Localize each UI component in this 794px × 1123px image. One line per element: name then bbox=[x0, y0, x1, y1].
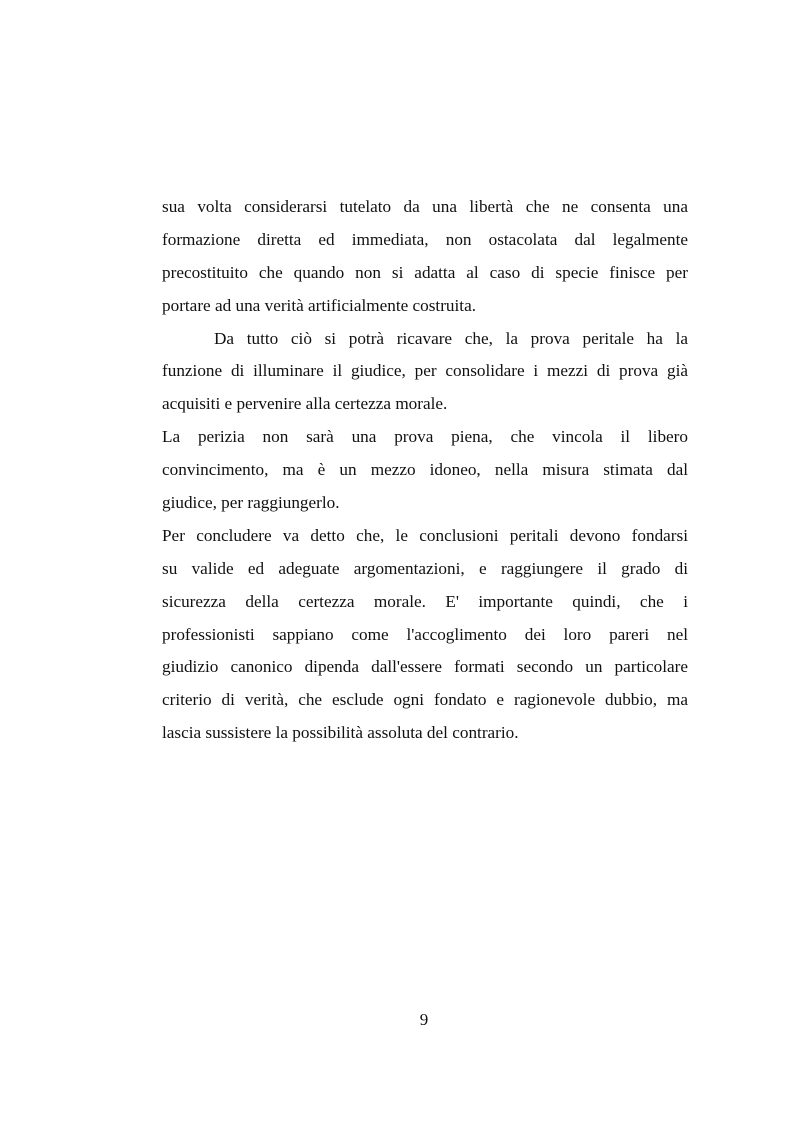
text-line: acquisiti e pervenire alla certezza morale. bbox=[162, 394, 448, 414]
text-line: criterio di verità, che esclude ogni fondato e ragionevole dubbio, ma bbox=[162, 690, 688, 710]
page-number: 9 bbox=[419, 1010, 429, 1029]
text-line: sua volta considerarsi tutelato da una libertà che ne consenta una bbox=[162, 197, 688, 216]
text-line: Per concludere va detto che, le conclusioni peritali devono fondarsi bbox=[162, 525, 688, 545]
paragraph bbox=[162, 323, 688, 422]
text-line: giudizio canonico dipenda dall'essere formati secondo un particolare bbox=[162, 657, 688, 677]
paragraph bbox=[162, 191, 688, 323]
text-line: La perizia non sarà una prova piena, che vincola il libero bbox=[162, 427, 688, 447]
text-line: lascia sussistere la possibilità assoluta del contrario. bbox=[162, 723, 519, 743]
text-line: precostituito che quando non si adatta al caso di specie finisce per bbox=[162, 262, 688, 282]
text-line: giudice, per raggiungerlo. bbox=[162, 493, 340, 513]
text-line: portare ad una verità artificialmente costruita. bbox=[162, 295, 476, 315]
text-line: su valide ed adeguate argomentazioni, e raggiungere il grado di bbox=[162, 558, 688, 578]
text-line: convincimento, ma è un mezzo idoneo, nella misura stimata dal bbox=[162, 460, 688, 480]
text-line: Da tutto ciò si potrà ricavare che, la prova peritale ha la bbox=[214, 328, 688, 348]
paragraph bbox=[162, 421, 688, 520]
text-line: professionisti sappiano come l'accoglimento dei loro pareri nel bbox=[162, 624, 688, 644]
text-line: formazione diretta ed immediata, non ostacolata dal legalmente bbox=[162, 229, 688, 249]
text-line: funzione di illuminare il giudice, per consolidare i mezzi di prova già bbox=[162, 361, 688, 381]
paragraph bbox=[162, 520, 688, 750]
text-line: sicurezza della certezza morale. E' importante quindi, che i bbox=[162, 591, 688, 611]
body-text bbox=[162, 191, 688, 750]
